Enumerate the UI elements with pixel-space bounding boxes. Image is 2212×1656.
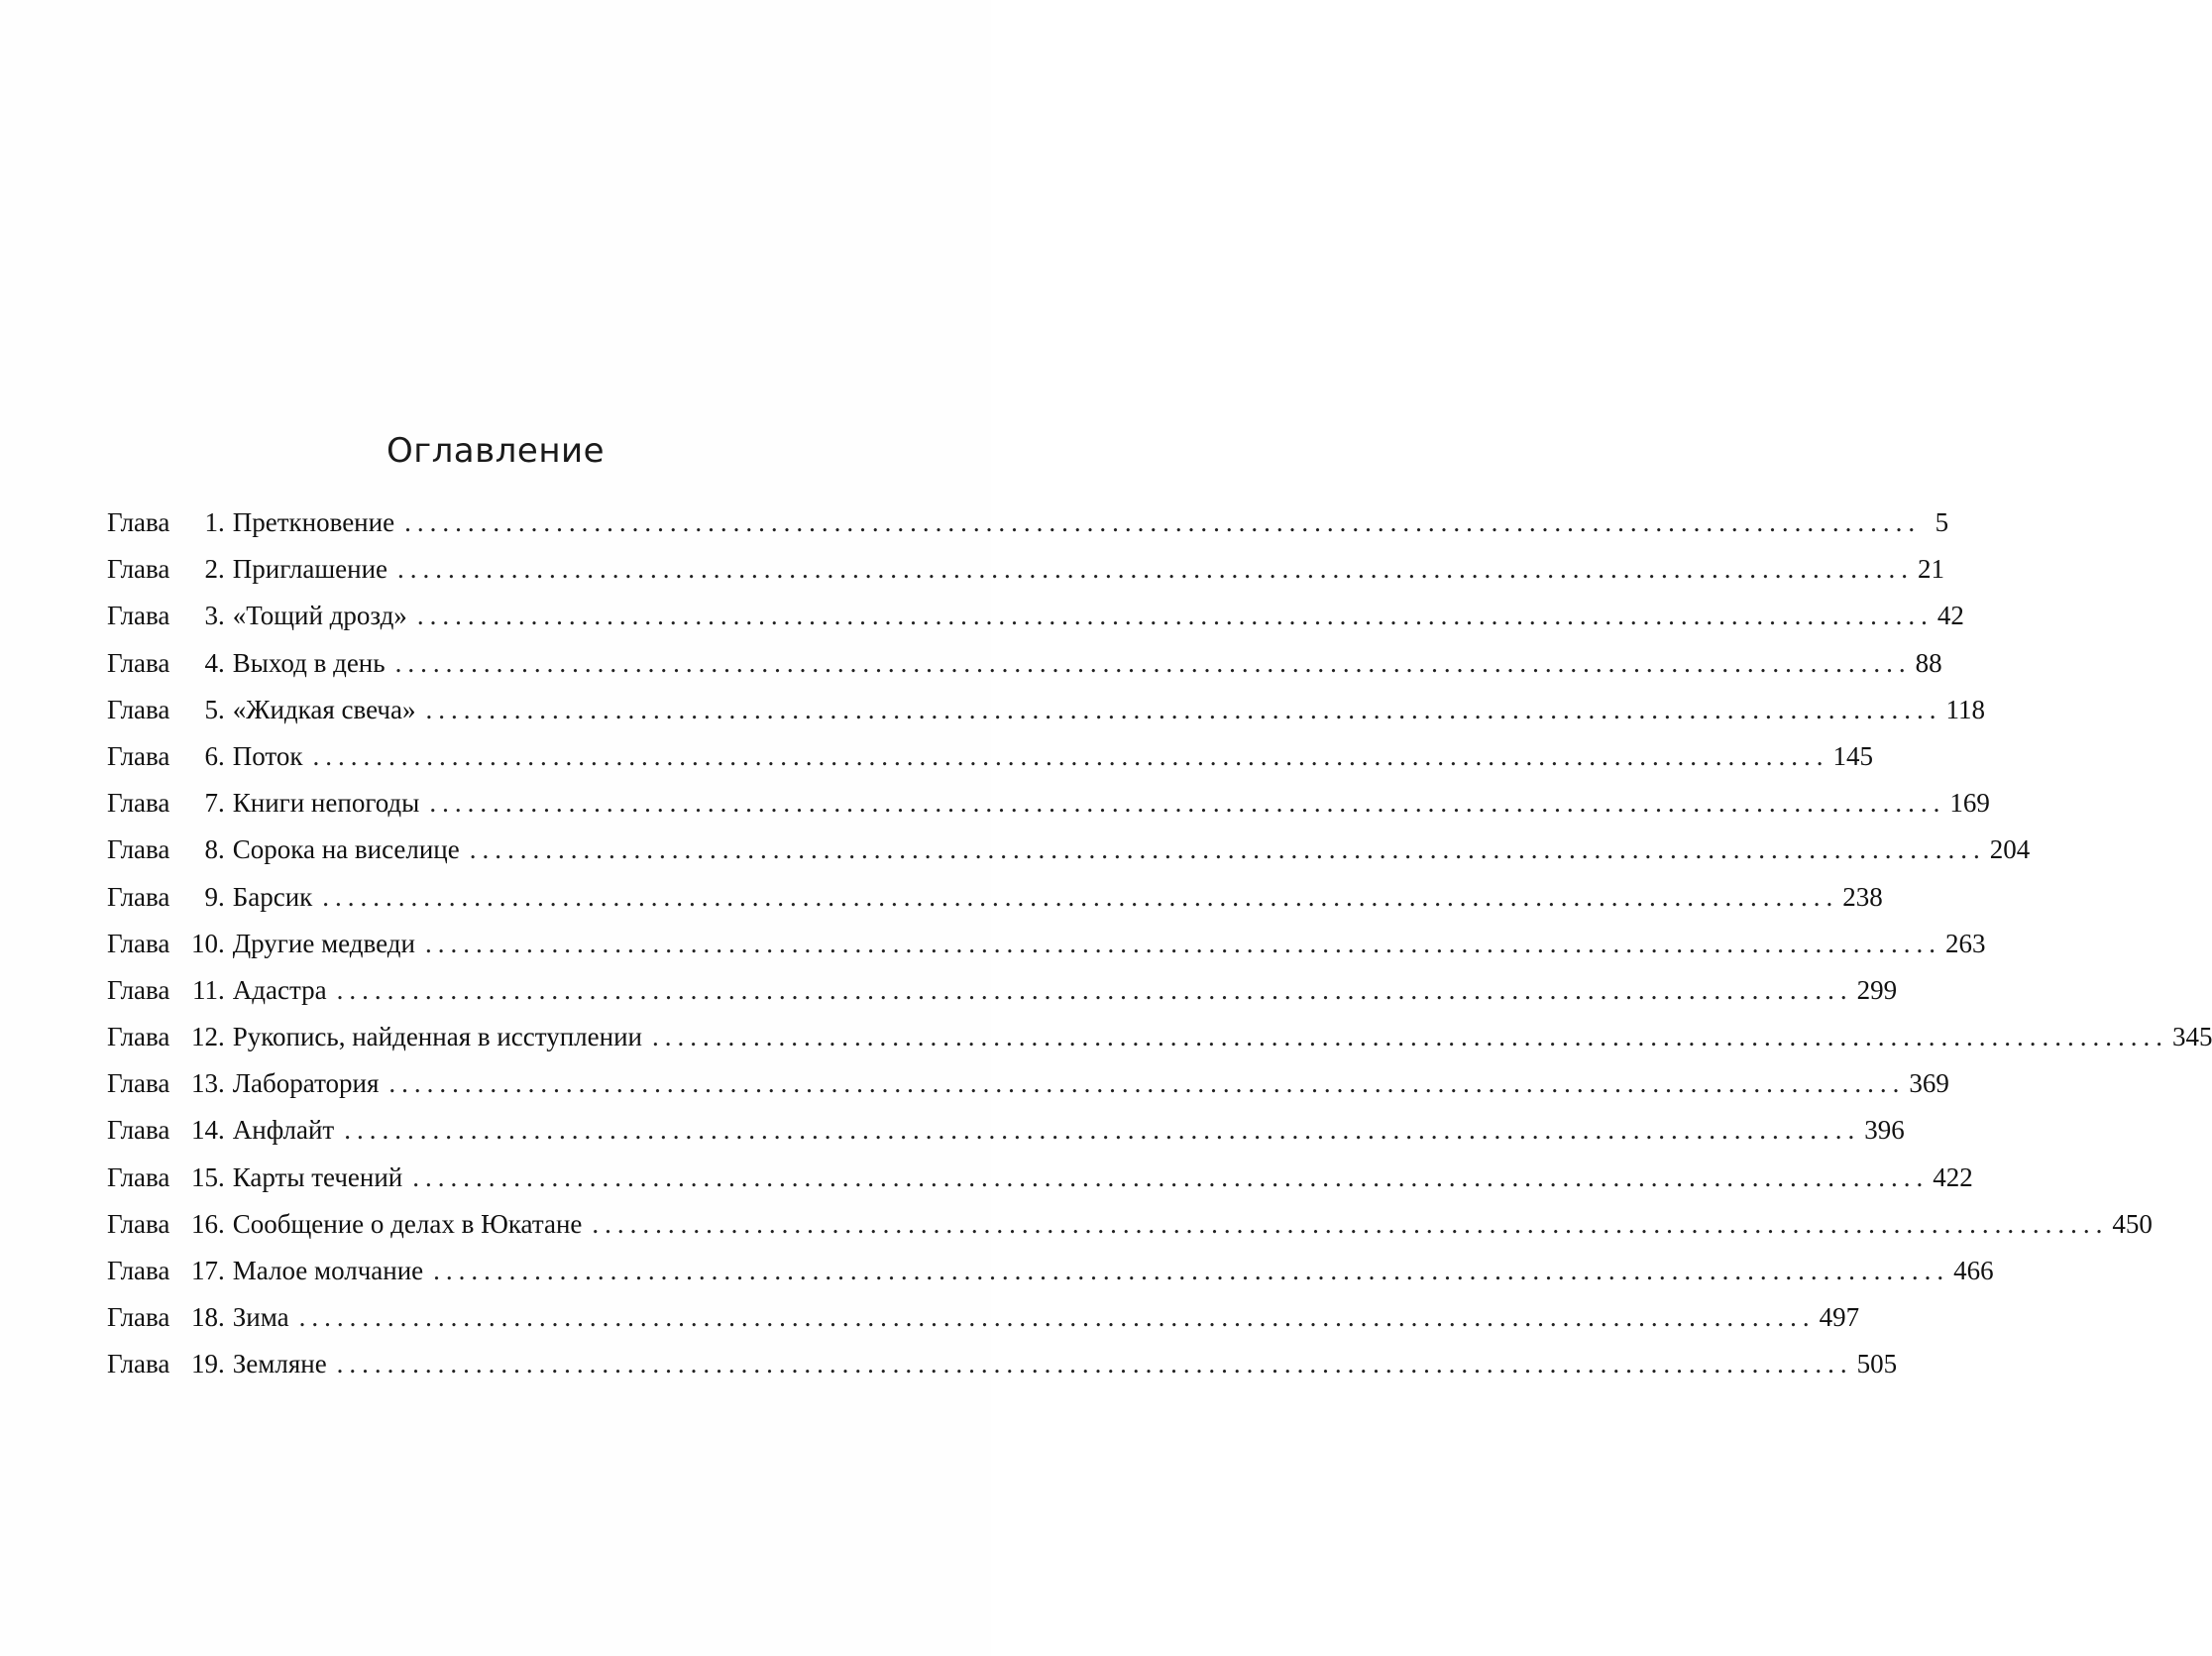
chapter-title: Зима <box>232 1302 289 1333</box>
dot-leader: ........................................................................................................................ <box>425 694 1942 724</box>
page-number: 466 <box>1953 1256 1994 1285</box>
chapter-title: «Тощий дрозд» <box>232 601 407 631</box>
chapter-number: 10 <box>191 928 218 958</box>
toc-entry <box>107 647 1942 695</box>
toc-entry <box>107 554 1945 601</box>
chapter-label: Глава <box>107 507 170 537</box>
page-number: 497 <box>1819 1302 1860 1333</box>
page-number: 505 <box>1856 1349 1898 1380</box>
chapter-label: Глава <box>107 1256 170 1285</box>
toc-entry <box>107 694 1985 741</box>
chapter-label: Глава <box>107 601 170 631</box>
chapter-number-separator: . <box>218 974 225 1005</box>
page-number: 369 <box>1909 1068 1949 1099</box>
toc-entry <box>107 1208 2153 1256</box>
chapter-number-separator: . <box>218 554 225 585</box>
chapter-label: Глава <box>107 647 170 678</box>
chapter-number: 15 <box>191 1161 218 1192</box>
toc-entry <box>107 1349 1898 1395</box>
toc-entry <box>107 788 1990 834</box>
page-number: 5 <box>1935 507 1949 537</box>
chapter-title: Адастра <box>232 974 327 1005</box>
chapter-number: 2 <box>204 554 218 585</box>
chapter-number-separator: . <box>218 1256 225 1285</box>
toc-entry <box>107 834 2031 881</box>
dot-leader: ........................................................................................................................ <box>397 554 1915 585</box>
table-of-contents <box>107 507 2212 1396</box>
chapter-title: Сорока на виселице <box>232 834 460 865</box>
dot-leader: ........................................................................................................................ <box>412 1161 1930 1192</box>
chapter-title: Карты течений <box>232 1161 403 1192</box>
page-number: 42 <box>1936 601 1964 631</box>
page-number: 299 <box>1856 974 1898 1005</box>
chapter-title: Приглашение <box>232 554 388 585</box>
chapter-title: «Жидкая свеча» <box>232 694 416 724</box>
dot-leader: ........................................................................................................................ <box>433 1256 1950 1285</box>
chapter-label: Глава <box>107 1208 170 1239</box>
dot-leader: ........................................................................................................................ <box>592 1208 2109 1239</box>
page-number: 450 <box>2112 1208 2153 1239</box>
chapter-label: Глава <box>107 928 170 958</box>
dot-leader: ........................................................................................................................ <box>336 1349 1853 1380</box>
chapter-number-separator: . <box>218 1161 225 1192</box>
chapter-label: Глава <box>107 1022 170 1052</box>
toc-entry <box>107 1256 1994 1302</box>
chapter-title: Лаборатория <box>232 1068 380 1099</box>
chapter-label: Глава <box>107 1349 170 1380</box>
chapter-title: Рукопись, найденная в исступлении <box>232 1022 642 1052</box>
chapter-number: 3 <box>204 601 218 631</box>
dot-leader: ........................................................................................................................ <box>416 601 1934 631</box>
chapter-number-separator: . <box>218 601 225 631</box>
chapter-number: 5 <box>204 694 218 724</box>
page-number: 263 <box>1944 928 1986 958</box>
chapter-title: Поток <box>232 740 303 771</box>
chapter-number-separator: . <box>218 694 225 724</box>
dot-leader: ........................................................................................................................ <box>424 928 1941 958</box>
chapter-label: Глава <box>107 740 170 771</box>
toc-entry <box>107 740 1873 788</box>
dot-leader: ........................................................................................................................ <box>651 1022 2168 1052</box>
chapter-number-separator: . <box>218 881 225 912</box>
chapter-number: 13 <box>191 1068 218 1099</box>
toc-entry <box>107 881 1883 929</box>
dot-leader: ........................................................................................................................ <box>322 881 1839 912</box>
chapter-label: Глава <box>107 788 170 819</box>
page-number: 422 <box>1933 1161 1973 1192</box>
chapter-label: Глава <box>107 554 170 585</box>
chapter-number-separator: . <box>218 1208 225 1239</box>
page-number: 396 <box>1864 1115 1905 1146</box>
chapter-label: Глава <box>107 881 170 912</box>
chapter-label: Глава <box>107 974 170 1005</box>
chapter-title: Преткновение <box>232 507 395 537</box>
toc-entry <box>107 1022 2212 1068</box>
chapter-label: Глава <box>107 1302 170 1333</box>
chapter-title: Анфлайт <box>232 1115 335 1146</box>
chapter-number: 9 <box>204 881 218 912</box>
chapter-label: Глава <box>107 1161 170 1192</box>
toc-entry <box>107 1302 1860 1349</box>
page-number: 238 <box>1842 881 1883 912</box>
chapter-number: 6 <box>204 740 218 771</box>
toc-entry <box>107 974 1898 1022</box>
chapter-number-separator: . <box>218 507 225 537</box>
dot-leader: ........................................................................................................................ <box>344 1115 1861 1146</box>
dot-leader: ........................................................................................................................ <box>312 740 1829 771</box>
dot-leader: ........................................................................................................................ <box>469 834 1986 865</box>
chapter-title: Малое молчание <box>232 1256 424 1285</box>
page-number: 345 <box>2171 1022 2212 1052</box>
chapter-number: 8 <box>204 834 218 865</box>
page-number: 21 <box>1918 554 1945 585</box>
chapter-title: Другие медведи <box>232 928 415 958</box>
dot-leader: ........................................................................................................................ <box>429 788 1946 819</box>
chapter-number-separator: . <box>218 1115 225 1146</box>
chapter-title: Выход в день <box>232 647 386 678</box>
chapter-number: 11 <box>192 974 218 1005</box>
dot-leader: ........................................................................................................................ <box>298 1302 1816 1333</box>
chapter-number: 1 <box>204 507 218 537</box>
chapter-number-separator: . <box>218 788 225 819</box>
chapter-number: 17 <box>191 1256 218 1285</box>
chapter-number: 18 <box>191 1302 218 1333</box>
page-number: 118 <box>1945 694 1985 724</box>
page-title: Оглавление <box>386 431 606 471</box>
toc-entry <box>107 1115 1905 1161</box>
dot-leader: ........................................................................................................................ <box>394 647 1912 678</box>
page-number: 204 <box>1989 834 2031 865</box>
chapter-label: Глава <box>107 694 170 724</box>
chapter-number: 4 <box>204 647 218 678</box>
chapter-number: 12 <box>191 1022 218 1052</box>
chapter-label: Глава <box>107 834 170 865</box>
page-number: 145 <box>1832 740 1873 771</box>
chapter-number-separator: . <box>218 1349 225 1380</box>
page-number: 169 <box>1949 788 1990 819</box>
chapter-number-separator: . <box>218 1022 225 1052</box>
chapter-number: 14 <box>191 1115 218 1146</box>
dot-leader: ........................................................................................................................ <box>404 507 1922 537</box>
chapter-title: Барсик <box>232 881 313 912</box>
chapter-number: 16 <box>191 1208 218 1239</box>
toc-entry <box>107 1161 1973 1209</box>
chapter-title: Книги непогоды <box>232 788 420 819</box>
chapter-label: Глава <box>107 1115 170 1146</box>
chapter-title: Земляне <box>232 1349 327 1380</box>
chapter-number: 7 <box>204 788 218 819</box>
toc-entry <box>107 1068 1949 1115</box>
chapter-number: 19 <box>191 1349 218 1380</box>
toc-entry <box>107 928 1986 975</box>
chapter-number-separator: . <box>218 1302 225 1333</box>
chapter-number-separator: . <box>218 928 225 958</box>
chapter-title: Сообщение о делах в Юкатане <box>232 1208 583 1239</box>
dot-leader: ........................................................................................................................ <box>336 974 1853 1005</box>
chapter-label: Глава <box>107 1068 170 1099</box>
dot-leader: ........................................................................................................................ <box>388 1068 1906 1099</box>
chapter-number-separator: . <box>218 740 225 771</box>
page-number: 88 <box>1915 647 1942 678</box>
chapter-number-separator: . <box>218 647 225 678</box>
chapter-number-separator: . <box>218 834 225 865</box>
chapter-number-separator: . <box>218 1068 225 1099</box>
toc-entry <box>107 507 1949 554</box>
toc-entry <box>107 601 1964 647</box>
